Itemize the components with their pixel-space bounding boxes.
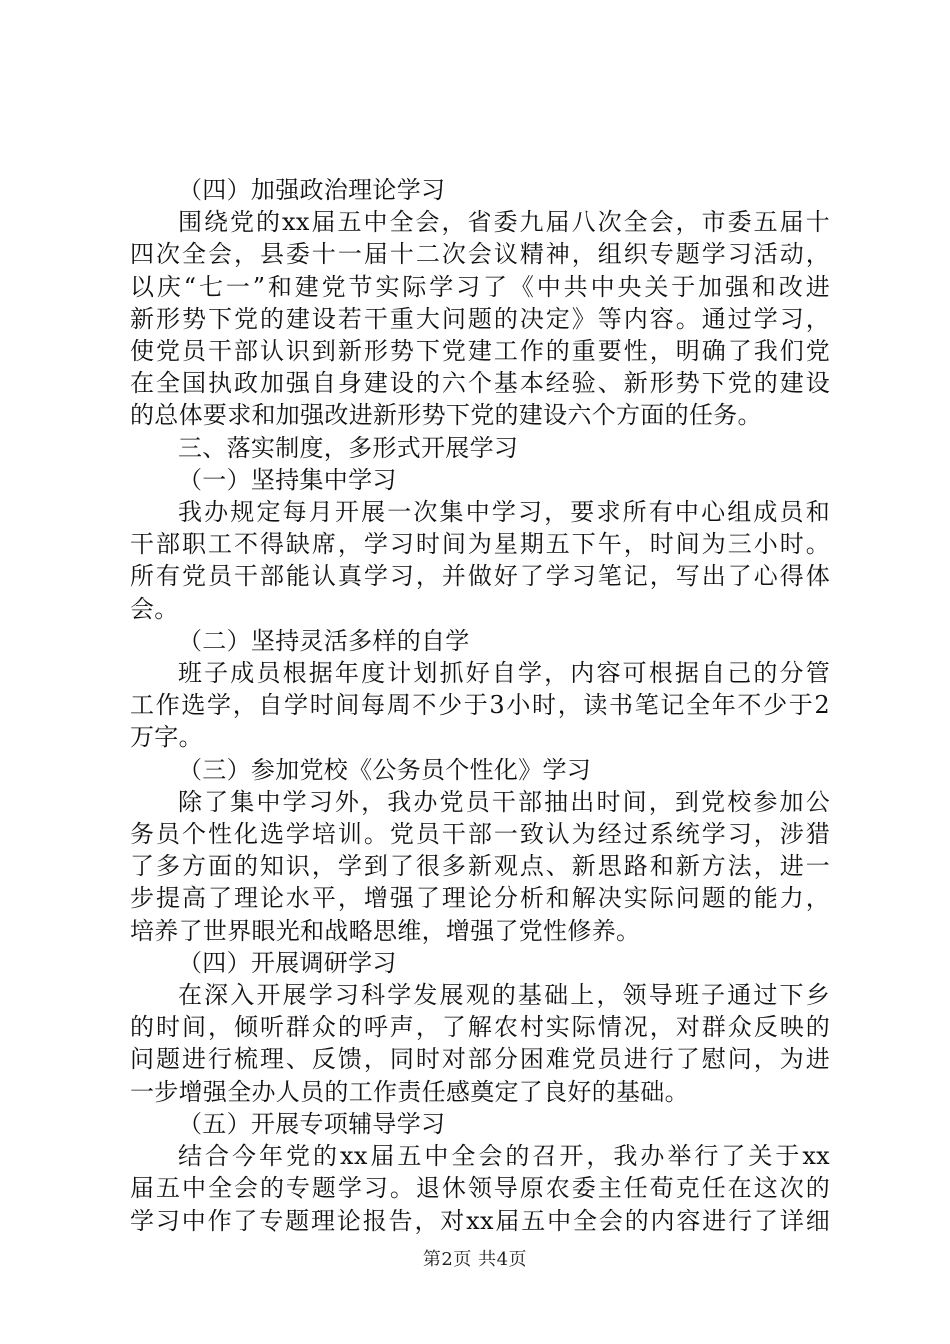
body-paragraph (130, 979, 830, 1108)
paragraph-line: 在深入开展学习科学发展观的基础上，领导班子通过下乡 (178, 981, 830, 1010)
paragraph-line: 四次全会，县委十一届十二次会议精神，组织专题学习活动， (130, 240, 830, 269)
paragraph-line: 届五中全会的专题学习。退休领导原农委主任荀克任在这次的 (130, 1174, 830, 1203)
section-heading (130, 947, 830, 979)
heading-text: （五）开展专项辅导学习 (178, 1109, 446, 1138)
body-paragraph (130, 1140, 830, 1237)
paragraph-line: 的时间，倾听群众的呼声，了解农村实际情况，对群众反映的 (130, 1013, 830, 1042)
section-heading (130, 174, 830, 206)
paragraph-line: 万字。 (130, 723, 203, 752)
heading-text: （二）坚持灵活多样的自学 (178, 626, 470, 655)
heading-text: （三）参加党校《公务员个性化》学习 (178, 755, 592, 784)
paragraph-line: 了多方面的知识，学到了很多新观点、新思路和新方法，进一 (130, 852, 830, 881)
paragraph-line: 结合今年党的xx届五中全会的召开，我办举行了关于xx (178, 1142, 830, 1171)
section-heading (130, 432, 830, 464)
document-body (130, 174, 830, 1237)
paragraph-line: 在全国执政加强自身建设的六个基本经验、新形势下党的建设 (130, 369, 830, 398)
heading-text: （一）坚持集中学习 (178, 465, 397, 494)
section-heading (130, 625, 830, 657)
section-heading (130, 754, 830, 786)
section-heading (130, 464, 830, 496)
body-paragraph (130, 496, 830, 625)
paragraph-line: 的总体要求和加强改进新形势下党的建设六个方面的任务。 (130, 401, 762, 430)
section-heading (130, 1108, 830, 1140)
body-paragraph (130, 657, 830, 754)
paragraph-line: 新形势下党的建设若干重大问题的决定》等内容。通过学习， (130, 304, 830, 333)
paragraph-line: 围绕党的xx届五中全会，省委九届八次全会，市委五届十 (178, 208, 830, 237)
paragraph-line: 步提高了理论水平，增强了理论分析和解决实际问题的能力， (130, 884, 830, 913)
body-paragraph (130, 786, 830, 947)
body-paragraph (130, 206, 830, 431)
paragraph-line: 以庆“七一”和建党节实际学习了《中共中央关于加强和改进 (130, 272, 830, 301)
paragraph-line: 一步增强全办人员的工作责任感奠定了良好的基础。 (130, 1077, 689, 1106)
paragraph-line: 干部职工不得缺席，学习时间为星期五下午，时间为三小时。 (130, 530, 830, 559)
heading-text: （四）加强政治理论学习 (178, 176, 446, 204)
paragraph-line: 班子成员根据年度计划抓好自学，内容可根据自己的分管 (178, 659, 830, 688)
paragraph-line: 使党员干部认识到新形势下党建工作的重要性，明确了我们党 (130, 337, 830, 366)
paragraph-line: 学习中作了专题理论报告，对xx届五中全会的内容进行了详细 (130, 1206, 830, 1235)
heading-text: （四）开展调研学习 (178, 948, 397, 977)
paragraph-line: 问题进行梳理、反馈，同时对部分困难党员进行了慰问，为进 (130, 1045, 830, 1074)
paragraph-line: 培养了世界眼光和战略思维，增强了党性修养。 (130, 916, 641, 945)
paragraph-line: 务员个性化选学培训。党员干部一致认为经过系统学习，涉猎 (130, 820, 830, 849)
page-footer: 第2页 共4页 (422, 1249, 528, 1270)
heading-text: 三、落实制度，多形式开展学习 (178, 433, 519, 462)
paragraph-line: 会。 (130, 594, 179, 623)
paragraph-line: 除了集中学习外，我办党员干部抽出时间，到党校参加公 (178, 787, 830, 816)
paragraph-line: 所有党员干部能认真学习，并做好了学习笔记，写出了心得体 (130, 562, 830, 591)
paragraph-line: 工作选学，自学时间每周不少于3小时，读书笔记全年不少于2 (130, 691, 830, 720)
paragraph-line: 我办规定每月开展一次集中学习，要求所有中心组成员和 (178, 498, 830, 527)
